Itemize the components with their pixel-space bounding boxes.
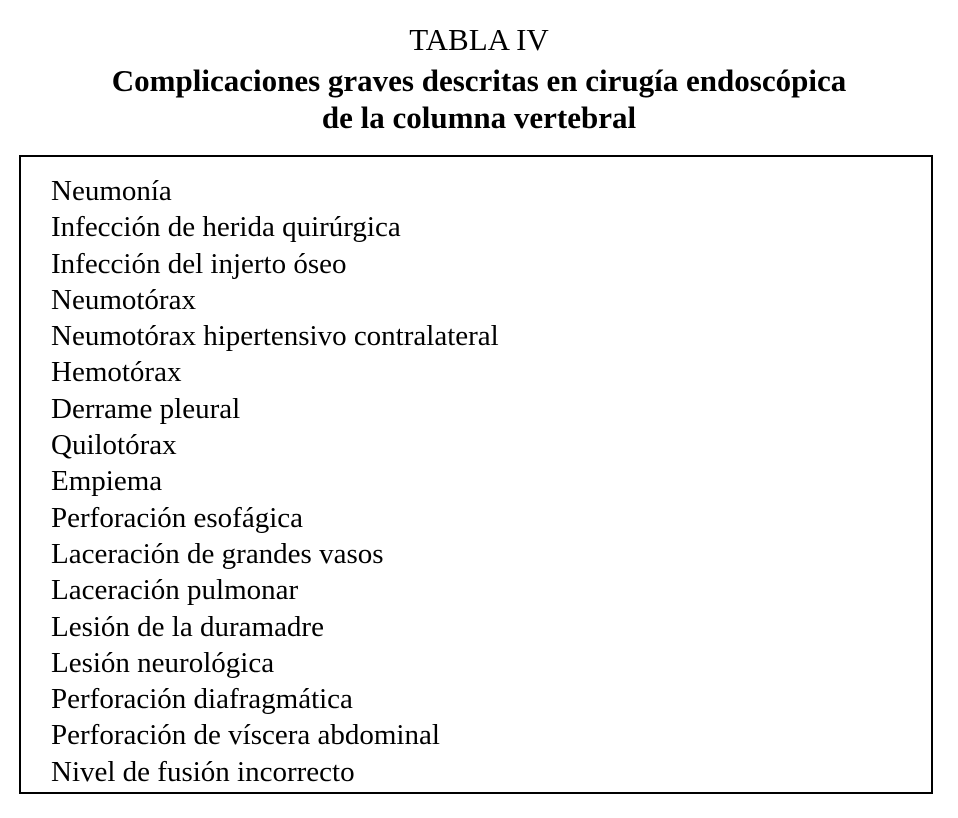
list-item: Infección del injerto óseo bbox=[51, 247, 347, 280]
list-item: Quilotórax bbox=[51, 429, 177, 462]
table-title bbox=[0, 62, 958, 136]
table-label: TABLA IV bbox=[409, 22, 549, 57]
list-item: Nivel de fusión incorrecto bbox=[51, 755, 355, 788]
list-item: Laceración de grandes vasos bbox=[51, 537, 384, 570]
list-item: Perforación esofágica bbox=[51, 501, 304, 534]
list-item: Lesión neurológica bbox=[51, 646, 275, 679]
list-item: Neumotórax bbox=[51, 283, 196, 316]
table-title-line-1: Complicaciones graves descritas en cirugía endoscópica bbox=[111, 63, 847, 98]
list-item: Infección de herida quirúrgica bbox=[51, 211, 401, 244]
list-item: Laceración pulmonar bbox=[51, 574, 299, 607]
list-item: Lesión de la duramadre bbox=[51, 610, 324, 643]
list-item: Neumonía bbox=[51, 175, 172, 207]
complications-table bbox=[19, 155, 933, 794]
list-item: Empiema bbox=[51, 465, 163, 498]
list-item: Derrame pleural bbox=[51, 392, 241, 425]
list-item: Perforación de víscera abdominal bbox=[51, 719, 440, 752]
table-title-line-2: de la columna vertebral bbox=[321, 100, 637, 135]
complications-list bbox=[51, 173, 499, 790]
list-item: Neumotórax hipertensivo contralateral bbox=[51, 320, 499, 353]
list-item: Perforación diafragmática bbox=[51, 683, 353, 716]
list-item: Hemotórax bbox=[51, 356, 182, 389]
